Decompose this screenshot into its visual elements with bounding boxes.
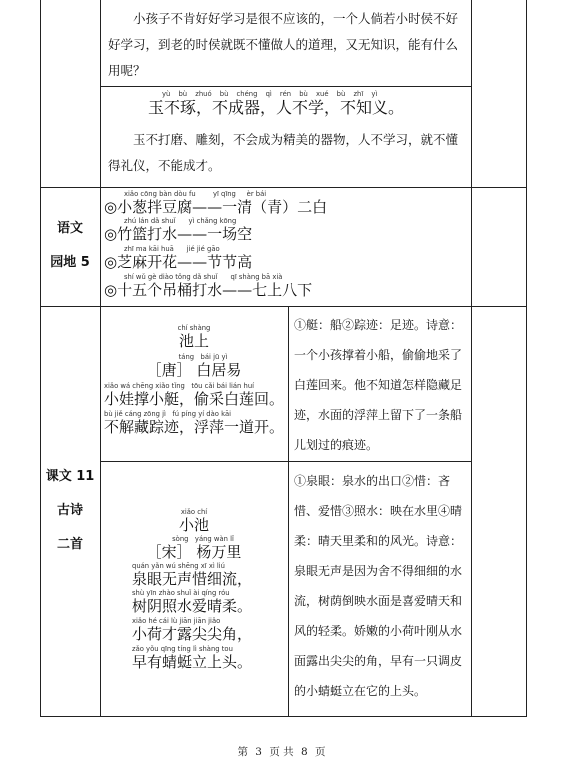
poem2-line-3-pinyin: xiǎo hé cái lù jiān jiān jiǎo (132, 617, 221, 625)
saying-4 (104, 273, 312, 299)
page-footer (0, 744, 563, 759)
yuandi-label (40, 212, 100, 280)
column-divider-notes (288, 306, 289, 717)
poem2-title-pinyin: xiǎo chí (180, 508, 208, 516)
poem1-author (100, 353, 288, 379)
poem2-title-text: 小池 (178, 516, 209, 534)
footer-mid: 页 共 (269, 746, 294, 758)
saying-2 (104, 217, 252, 243)
poem1-line-1-text: 小娃撑小艇，偷采白莲回。 (104, 390, 285, 408)
saying-3 (104, 245, 252, 271)
poem1-title-text: 池上 (178, 332, 209, 350)
kewen-label-line3: 二首 (56, 537, 83, 552)
poem1-line-2-text: 不解藏踪迹，浮萍一道开。 (104, 418, 285, 436)
poem1-title (100, 324, 288, 350)
poem1-title-pinyin: chí shàng (177, 324, 211, 332)
saying-1-pinyin: xiǎo cōng bàn dòu fu yī qīng èr bái (124, 190, 267, 198)
paragraph-meaning-1: 小孩子不肯好好学习是很不应该的，一个人倘若小时侯不好好学习，到老的时侯就既不懂做人的道理，又无知识，能有什么用呢？ (108, 11, 459, 78)
footer-total-pages: 8 (301, 746, 308, 758)
row-divider-kewen (40, 306, 527, 307)
poem1-line-1 (104, 382, 284, 408)
poem1-line-2-pinyin: bù jiě cáng zōng jì fú píng yí dào kāi (104, 410, 232, 418)
kewen-label (40, 460, 100, 562)
column-divider-right (471, 0, 472, 717)
saying-1 (104, 190, 327, 216)
poem1-line-2 (104, 410, 284, 436)
kewen-label-line2: 古诗 (56, 503, 83, 518)
poem2-line-3-text: 小荷才露尖尖角， (132, 625, 253, 643)
poem2-line-4 (132, 645, 252, 671)
poem1-line-1-pinyin: xiǎo wá chēng xiǎo tǐng tōu cǎi bái lián huí (104, 382, 255, 390)
row-divider-yuandi (40, 187, 527, 188)
poem2-line-1 (132, 562, 252, 588)
poem2-line-4-pinyin: zǎo yǒu qīng tíng lì shàng tou (132, 645, 233, 653)
proverb-pinyin: yù bù zhuó bù chéng qì rén bù xué bù zhī yì (162, 90, 378, 98)
poem2-line-3 (132, 617, 252, 643)
poem2-line-2 (132, 589, 252, 615)
poem2-notes: ①泉眼：泉水的出口②惜：吝惜、爱惜③照水：映在水里④晴柔：晴天里柔和的风光。诗意：泉眼无声是因为舍不得细细的水流，树荫倒映水面是喜爱晴天和风的轻柔。娇嫩的小荷叶刚从水面露出尖尖的角，早有一只调皮的小蜻蜓立在它的上头。 (294, 474, 463, 698)
poem2-line-1-pinyin: quán yǎn wú shēng xī xì liú (132, 562, 225, 570)
poem2-line-2-text: 树阴照水爱晴柔。 (132, 597, 253, 615)
poem2-title (100, 508, 288, 534)
yuandi-label-line1: 语文 (56, 221, 83, 236)
poem2-author-pinyin: sòng yáng wàn lǐ (172, 535, 234, 543)
yuandi-label-line2: 园地 5 (50, 255, 90, 270)
poem1-author-pinyin: táng bái jū yì (178, 353, 228, 361)
proverb-text: 玉不琢，不成器，人不学，不知义。 (148, 98, 405, 117)
saying-4-text: ◎十五个吊桶打水——七上八下 (104, 281, 313, 299)
saying-1-text: ◎小葱拌豆腐——一清（青）二白 (104, 198, 328, 216)
poem2-line-4-text: 早有蜻蜓立上头。 (132, 653, 253, 671)
poem2-line-1-text: 泉眼无声惜细流， (132, 570, 253, 588)
row-divider-proverb (100, 86, 471, 87)
saying-2-text: ◎竹篮打水——一场空 (104, 225, 253, 243)
saying-3-text: ◎芝麻开花——节节高 (104, 253, 253, 271)
kewen-label-line1: 课文 11 (45, 469, 95, 484)
poem1-notes: ①艇：船②踪迹：足迹。诗意：一个小孩撑着小船，偷偷地采了白莲回来。他不知道怎样隐藏足迹，水面的浮萍上留下了一条船儿划过的痕迹。 (294, 318, 463, 452)
saying-4-pinyin: shí wǔ gè diào tǒng dǎ shuǐ qī shàng bā xià (124, 273, 283, 281)
footer-page-number: 3 (255, 746, 262, 758)
footer-prefix: 第 (237, 746, 248, 758)
poem2-author-text: ［宋］ 杨万里 (146, 543, 242, 561)
footer-suffix: 页 (315, 746, 326, 758)
saying-3-pinyin: zhī ma kāi huā jié jié gāo (124, 245, 220, 253)
proverb (148, 90, 448, 118)
poem2-author (100, 535, 288, 561)
poem2-line-2-pinyin: shù yīn zhào shuǐ ài qíng róu (132, 589, 230, 597)
poem1-author-text: ［唐］ 白居易 (146, 361, 242, 379)
row-divider-poem2 (100, 461, 471, 462)
paragraph-meaning-2: 玉不打磨、雕刻，不会成为精美的器物，人不学习，就不懂得礼仪，不能成才。 (108, 132, 459, 173)
saying-2-pinyin: zhú lán dǎ shuǐ yì chǎng kōng (124, 217, 237, 225)
